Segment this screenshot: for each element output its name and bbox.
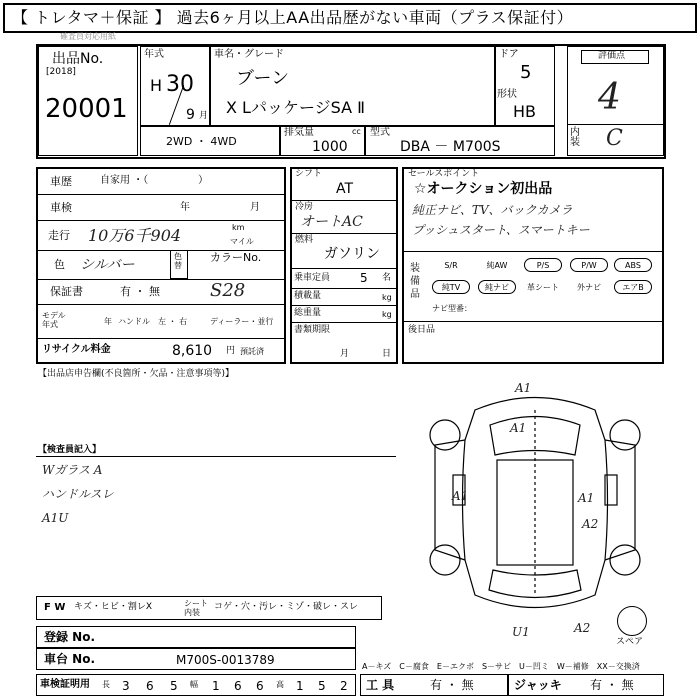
inspector-note-3: A1U [42,511,69,525]
fuel-label: 燃料 [295,235,314,245]
equip-item: P/W [570,258,608,272]
model-month-value: 9 [186,107,195,123]
color-code-label: カラーNo. [210,251,262,264]
damage-mark: A2 [582,517,599,531]
damage-mark: A1 [515,381,532,395]
model-row-year: 年 [104,317,112,326]
grade-divider [567,124,664,125]
seller-notes-label: 【出品店申告欄(不良箇所・欠品・注意事項等)】 [38,369,235,379]
model-year-value: 30 [166,72,194,97]
mileage-label: 走行 [48,229,70,242]
inspection-label: 車検 [50,201,72,214]
warranty-label: 保証書 [50,285,83,298]
equip-item: 純TV [432,280,470,294]
capacity-unit: 名 [382,273,392,283]
jack-value: 有 ・ 無 [590,678,634,692]
sales-first-listing: ☆オークション初出品 [414,181,553,197]
load-unit: kg [382,293,392,302]
cert-digit: 6 [146,679,154,693]
deadline-day: 日 [382,349,392,359]
inspection-year-unit: 年 [180,202,190,213]
tools-label: 工 具 [366,678,395,692]
model-row-label: モデル年式 [42,311,66,329]
row-line [402,251,664,252]
color-code-value: S28 [210,280,246,301]
ac-label: 冷房 [295,202,314,212]
doors-label: ドア [499,49,519,60]
row-line [290,288,398,289]
color-value: シルバー [80,257,135,273]
recycle-label: リサイクル料金 [42,344,111,355]
displacement-unit: cc [352,127,361,136]
lot-label: 出品No. [52,51,104,67]
cert-unit: 幅 [190,680,198,689]
inspector-label: 【検査員記入】 [38,445,102,455]
row-line [36,456,396,457]
equip-item: 外ナビ [570,280,608,294]
fuel-value: ガソリン [324,246,380,262]
body-shape-value: HB [513,102,537,121]
lot-year-tag: [2018] [46,67,76,77]
damage-mark: A1 [452,489,469,503]
cert-unit: 高 [276,680,284,689]
car-name-value: ブーン [236,68,290,89]
load-label: 積載量 [294,291,322,301]
spare-tire-icon [617,606,647,636]
row-line [290,322,398,323]
mileage-unit-mile: マイル [230,237,254,246]
model-row-handle: ハンドル [118,317,150,326]
cert-unit: 長 [102,680,110,689]
chassis-label: 車台 No. [44,652,96,666]
later-items-label: 後日品 [408,325,436,335]
chassis-value: M700S-0013789 [176,653,275,667]
equip-item: P/S [524,258,562,272]
drive-value: 2WD ・ 4WD [166,135,237,148]
recycle-note: 預託済 [240,347,264,356]
tools-value: 有 ・ 無 [430,678,474,692]
row-line [36,194,286,195]
fw-seat: シート内装 [184,599,208,617]
sales-hand-2: プッシュスタート、スマートキー [412,223,590,237]
history-label: 車歴 [50,175,72,188]
inspection-month-unit: 月 [250,202,260,213]
damage-mark: A1 [578,491,595,505]
sales-hand-1: 純正ナビ、TV、バックカメラ [412,203,573,217]
row-line [290,200,398,201]
body-shape-label: 形状 [497,89,517,100]
equipment-label: 装備品 [410,263,420,300]
model-month-unit: 月 [199,111,209,121]
faint-top-label: 確査員対応用紙 [60,32,116,41]
grade-score-value: 4 [598,77,621,118]
jack-label: ジャッキ [514,678,562,692]
damage-mark: A1 [510,421,527,435]
cert-digit: 5 [170,679,178,693]
damage-mark: A2 [574,621,591,635]
fw-label: F W [44,602,66,613]
damage-mark: U1 [512,625,530,639]
row-line [36,304,286,305]
registration-label: 登録 No. [44,630,96,644]
deadline-month: 月 [340,349,350,359]
equip-item: エアB [614,280,652,294]
model-row-lr: 左 ・ 右 [158,317,188,326]
interior-label: 内装 [570,127,580,148]
row-line [36,338,286,339]
cert-digit: 5 [318,679,326,693]
cert-digit: 6 [256,679,264,693]
car-grade-value: X LパッケージSA Ⅱ [226,98,366,117]
cert-digit: 2 [340,679,348,693]
color-label: 色 [54,258,65,271]
cert-digit: 6 [234,679,242,693]
equip-item: ABS [614,258,652,272]
row-line [290,268,398,269]
capacity-value: 5 [360,271,368,285]
interior-value: C [606,126,623,151]
cert-digit: 3 [122,679,130,693]
weight-label: 総重量 [294,308,322,318]
recycle-value: 8,610 [172,343,213,359]
model-code-value: DBA － M700S [400,139,501,155]
fw-seat-text: コゲ・穴・汚レ・ミゾ・破レ・スレ [214,602,359,612]
history-value: 自家用 ・（ ） [100,175,209,186]
navi-model-label: ナビ型番： [432,304,472,313]
grade-score-label: 評価点 [598,51,626,61]
capacity-label: 乗車定員 [294,273,331,283]
row-line [36,220,286,221]
color-change-label: 色替 [174,252,182,270]
displacement-value: 1000 [312,139,348,155]
sales-points-label: セールスポイント [408,169,480,179]
damage-diagram [405,380,665,630]
row-line [290,305,398,306]
model-year-label: 年式 [144,49,164,60]
row-line [36,279,286,280]
shift-value: AT [336,181,354,197]
fw-text: キズ・ヒビ・割レX [74,602,152,612]
spare-label: スペア [616,637,644,647]
cert-label: 車検証明用 [40,679,90,690]
equip-item: 純AW [478,258,516,272]
row-line [402,321,664,322]
damage-legend: A－キズ C－腐食 E－エクボ S－サビ U－凹ミ W－補修 XX－交換済 [362,662,640,671]
cert-digit: 1 [296,679,304,693]
model-row-dealer: ディーラー・並行 [210,317,274,326]
lot-number: 20001 [45,94,128,124]
inspector-note-1: Wガラス A [42,463,103,477]
equip-item: 純ナビ [478,280,516,294]
mileage-value: 10万6千904 [88,226,182,245]
weight-unit: kg [382,310,392,319]
inspector-note-2: ハンドルスレ [42,487,114,501]
shift-label: シフト [295,169,323,179]
header-title: 【 トレタマ＋保証 】 過去6ヶ月以上AA出品歴がない車両（プラス保証付） [12,8,574,27]
mileage-unit-km: km [232,223,245,232]
displacement-label: 排気量 [284,127,314,138]
doors-value: 5 [520,62,532,83]
registration-deadline-label: 書類期限 [294,325,331,335]
ac-value: オートAC [300,214,363,230]
vehicle-info-block [36,167,286,364]
cert-digit: 1 [212,679,220,693]
recycle-unit: 円 [226,346,236,356]
warranty-value: 有 ・ 無 [120,285,160,298]
model-year-era: H [150,76,163,95]
model-code-label: 型式 [370,127,390,138]
equip-item: S/R [432,258,470,272]
equip-item: 革シート [524,280,562,294]
row-line [290,233,398,234]
car-name-label: 車名・グレード [214,49,284,60]
